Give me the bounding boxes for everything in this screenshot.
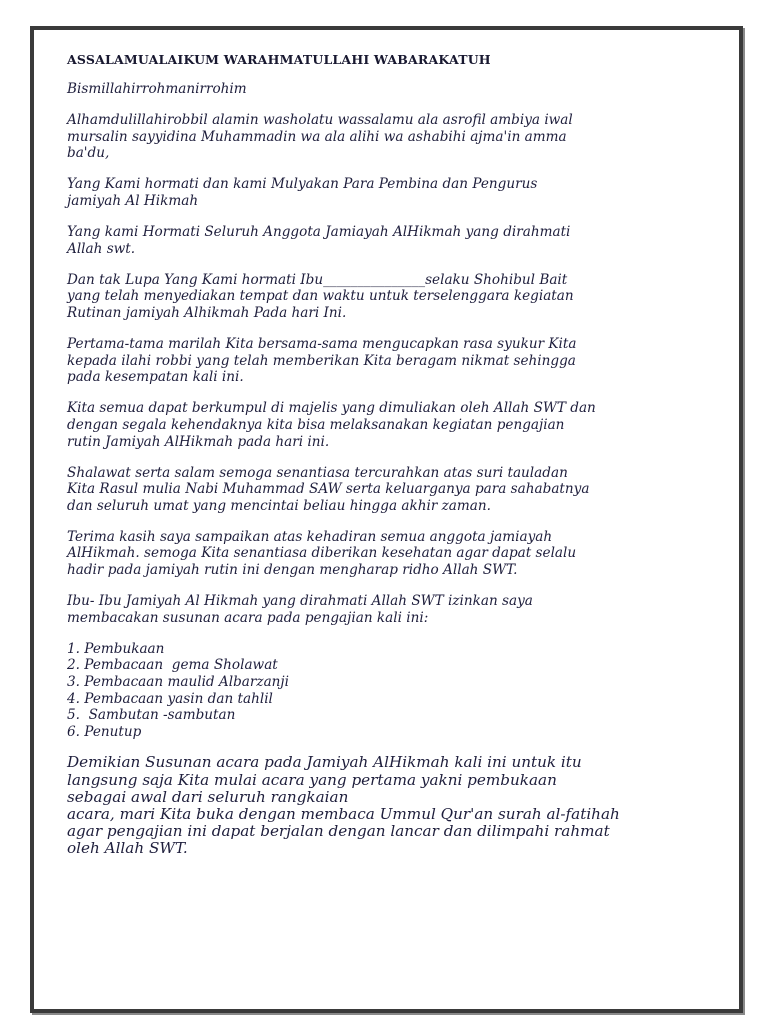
text-line: langsung saja Kita mulai acara yang pertama yakni pembukaan xyxy=(67,770,557,789)
text-line: yang telah menyediakan tempat dan waktu untuk terselenggara kegiatan xyxy=(67,288,574,305)
document-page xyxy=(30,26,743,1013)
text-line: Dan tak Lupa Yang Kami hormati Ibu_______________selaku Shohibul Bait xyxy=(67,271,568,288)
paragraph xyxy=(67,400,707,450)
paragraph xyxy=(67,272,707,322)
text-line: sebagai awal dari seluruh rangkaian xyxy=(67,787,349,806)
text-line: Terima kasih saya sampaikan atas kehadiran semua anggota jamiayah xyxy=(67,528,553,545)
agenda-item: 2. Pembacaan gema Sholawat xyxy=(67,657,278,674)
text-line: hadir pada jamiyah rutin ini dengan mengharap ridho Allah SWT. xyxy=(67,562,518,579)
agenda-list xyxy=(67,641,707,741)
agenda-item: 1. Pembukaan xyxy=(67,640,165,657)
text-line: Ibu- Ibu Jamiyah Al Hikmah yang dirahmati Allah SWT izinkan saya xyxy=(67,593,533,610)
text-line: AlHikmah. semoga Kita senantiasa diberikan kesehatan agar dapat selalu xyxy=(67,545,577,562)
text-line: ba'du, xyxy=(67,145,110,162)
closing-paragraph xyxy=(67,754,707,857)
agenda-item: 6. Penutup xyxy=(67,723,142,740)
text-line: Pertama-tama marilah Kita bersama-sama mengucapkan rasa syukur Kita xyxy=(67,336,577,353)
text-line: Yang Kami hormati dan kami Mulyakan Para Pembina dan Pengurus xyxy=(67,176,538,193)
text-line: dan seluruh umat yang mencintai beliau hingga akhir zaman. xyxy=(67,497,491,514)
text-line: oleh Allah SWT. xyxy=(67,839,188,858)
paragraph xyxy=(67,224,707,257)
text-line: acara, mari Kita buka dengan membaca Ummul Qur'an surah al-fatihah xyxy=(67,805,620,824)
agenda-item: 4. Pembacaan yasin dan tahlil xyxy=(67,690,273,707)
paragraph xyxy=(67,176,707,209)
document-body xyxy=(67,52,707,858)
text-line: jamiyah Al Hikmah xyxy=(67,192,199,209)
paragraph xyxy=(67,112,707,162)
text-line: agar pengajian ini dapat berjalan dengan lancar dan dilimpahi rahmat xyxy=(67,822,610,841)
document-heading: ASSALAMUALAIKUM WARAHMATULLAHI WABARAKATUH xyxy=(67,52,491,67)
paragraph xyxy=(67,593,707,626)
text-line: Kita semua dapat berkumpul di majelis yang dimuliakan oleh Allah SWT dan xyxy=(67,400,596,417)
paragraph xyxy=(67,336,707,386)
text-line: Yang kami Hormati Seluruh Anggota Jamiayah AlHikmah yang dirahmati xyxy=(67,224,571,241)
paragraph xyxy=(67,529,707,579)
text-line: Kita Rasul mulia Nabi Muhammad SAW serta keluarganya para sahabatnya xyxy=(67,481,590,498)
text-line: Allah swt. xyxy=(67,240,136,257)
text-line: kepada ilahi robbi yang telah memberikan Kita beragam nikmat sehingga xyxy=(67,352,576,369)
text-line: Rutinan jamiyah Alhikmah Pada hari Ini. xyxy=(67,304,347,321)
text-line: membacakan susunan acara pada pengajian kali ini: xyxy=(67,609,429,626)
agenda-item: 3. Pembacaan maulid Albarzanji xyxy=(67,674,289,691)
agenda-item: 5. Sambutan -sambutan xyxy=(67,707,236,724)
paragraph xyxy=(67,81,707,98)
paragraph xyxy=(67,465,707,515)
text-line: Alhamdulillahirobbil alamin washolatu wassalamu ala asrofil ambiya iwal xyxy=(67,112,573,129)
text-line: Demikian Susunan acara pada Jamiyah AlHikmah kali ini untuk itu xyxy=(67,753,582,772)
text-line: Shalawat serta salam semoga senantiasa tercurahkan atas suri tauladan xyxy=(67,464,568,481)
text-line: dengan segala kehendaknya kita bisa melaksanakan kegiatan pengajian xyxy=(67,416,565,433)
text-line: mursalin sayyidina Muhammadin wa ala alihi wa ashabihi ajma'in amma xyxy=(67,128,567,145)
text-line: Bismillahirrohmanirrohim xyxy=(67,81,247,97)
text-line: rutin Jamiyah AlHikmah pada hari ini. xyxy=(67,433,330,450)
paragraph-list xyxy=(67,81,707,626)
text-line: pada kesempatan kali ini. xyxy=(67,369,244,386)
